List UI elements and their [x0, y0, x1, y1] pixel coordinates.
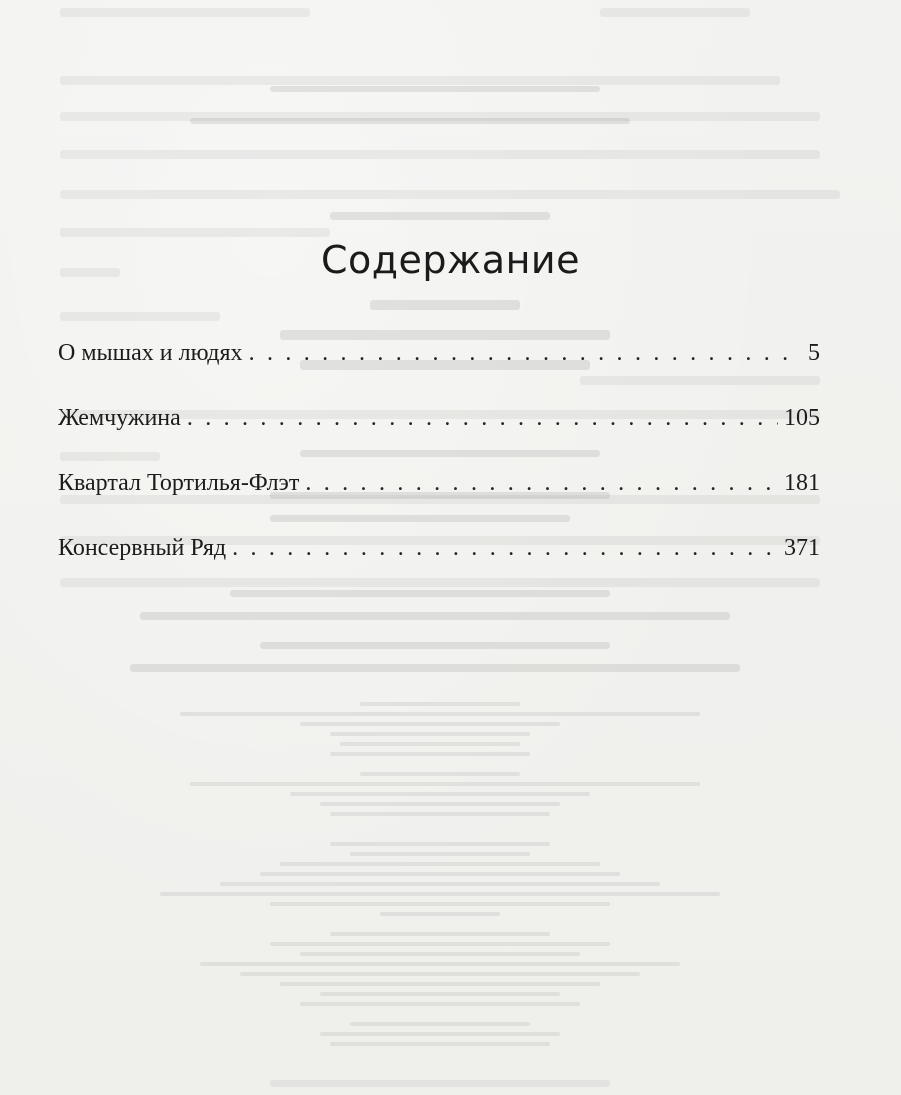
table-of-contents	[58, 340, 820, 600]
toc-entry-title: Консервный Ряд	[58, 535, 227, 561]
dot-leader	[232, 535, 778, 562]
toc-entry-page: 5	[808, 340, 820, 366]
page-title: Содержание	[321, 238, 580, 282]
toc-entry-page: 371	[784, 535, 820, 561]
toc-entry-page: 181	[784, 470, 820, 496]
toc-entry-title: О мышах и людях	[58, 340, 243, 366]
toc-entry-title: Квартал Тортилья-Флэт	[58, 470, 300, 496]
toc-entry[interactable]	[58, 535, 820, 600]
dot-leader	[305, 470, 778, 497]
toc-entry-title: Жемчужина	[58, 405, 181, 431]
toc-entry-page: 105	[784, 405, 820, 431]
dot-leader	[187, 405, 778, 432]
toc-entry[interactable]	[58, 405, 820, 470]
toc-entry[interactable]	[58, 340, 820, 405]
toc-entry[interactable]	[58, 470, 820, 535]
dot-leader	[249, 340, 802, 367]
